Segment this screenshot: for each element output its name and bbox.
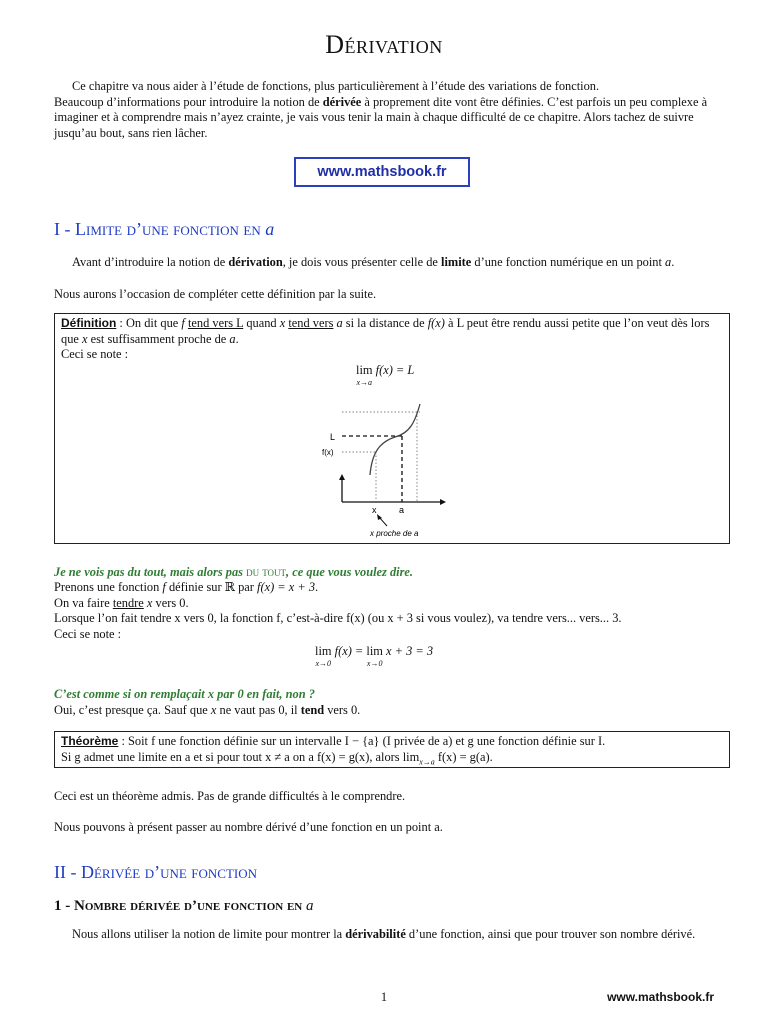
example-paragraph: Prenons une fonction f définie sur ℝ par f(x) = x + 3. On va faire tendre x vers 0. Lorsque l’on fait tendre x vers 0, la fonction f, c’est-à-dire f(x) (ou x + 3 si vous voulez), va tendre vers... vers... 3. Ceci se note :: [54, 580, 622, 641]
definition-box: Définition : On dit que f tend vers L quand x tend vers a si la distance de f(x) à L peut être rendu aussi petite que l’on veut dès lors que x est suffisamment proche de a. Ceci se note :: [54, 313, 730, 544]
section-1-intro: Avant d’introduire la notion de dérivation, je dois vous présenter celle de limite d’une fonction numérique en un point a.: [72, 255, 675, 269]
section-1-note: Nous aurons l’occasion de compléter cette définition par la suite.: [54, 287, 377, 301]
page-title: Dérivation: [325, 30, 443, 59]
theorem-comment: Ceci est un théorème admis. Pas de grande difficultés à le comprendre.: [54, 789, 406, 803]
definition-label: Définition: [61, 316, 117, 330]
label-a: a: [399, 505, 405, 515]
x-axis-arrow: [440, 499, 446, 505]
label-x: x: [372, 505, 377, 515]
footer-url[interactable]: www.mathsbook.fr: [607, 990, 714, 1004]
theorem-label: Théorème: [61, 734, 119, 748]
section-1-heading: I - Limite d’une fonction en a: [54, 219, 275, 239]
function-curve: [370, 404, 420, 475]
label-fx: f(x): [322, 448, 334, 457]
website-link[interactable]: www.mathsbook.fr: [294, 157, 470, 187]
example-equation: lim $^{x\to 0}$ f(x) = lim $^{x\to 0}$ x + 3 = 3: [315, 644, 434, 668]
transition-paragraph: Nous pouvons à présent passer au nombre dérivé d’une fonction en un point a.: [54, 820, 443, 834]
section-2-paragraph: Nous allons utiliser la notion de limite pour montrer la dérivabilité d’une fonction, ainsi que pour trouver son nombre dérivé.: [72, 927, 696, 941]
answer-paragraph: Oui, c’est presque ça. Sauf que x ne vaut pas 0, il tend vers 0.: [54, 703, 361, 717]
section-2-heading: II - Dérivée d’une fonction: [54, 862, 258, 882]
theorem-box: Théorème : Soit f une fonction définie sur un intervalle I − {a} (I privée de a) et g une fonction définie sur I. Si g admet une limite en a et si pour tout x ≠ a on a f(x) = g(x), alors $\lim_{x\to a} f(x) = g(a)$.: [54, 731, 730, 768]
subsection-1-heading: 1 - Nombre dérivée d’une fonction en a: [54, 898, 314, 914]
definition-note: Ceci se note :: [61, 347, 129, 362]
limit-graph: [300, 392, 450, 542]
y-axis-arrow: [339, 474, 345, 480]
page-number: 1: [380, 990, 388, 1004]
question-2: C’est comme si on remplaçait x par 0 en fait, non ?: [54, 687, 315, 701]
question-1: Je ne vois pas du tout, mais alors pas du tout, ce que vous voulez dire.: [54, 565, 414, 579]
label-L: L: [330, 432, 336, 442]
intro-paragraph: Ce chapitre va nous aider à l’étude de fonctions, plus particulièrement à l’étude des variations de fonction. Beaucoup d’informations pour introduire la notion de dérivée à proprement dite vont être définies. C’est parfois un peu complexe à imaginer et à comprendre mais n’ayez crainte, je vais vous tenir la main à chaque difficulté de ce chapitre. Alors tachez de suivre jusqu’au bout, sans rien lâcher.: [54, 79, 708, 140]
graph-caption: x proche de a: [370, 529, 419, 538]
definition-equation: lim $^{x\to a}$ f(x) = L: [356, 363, 415, 387]
